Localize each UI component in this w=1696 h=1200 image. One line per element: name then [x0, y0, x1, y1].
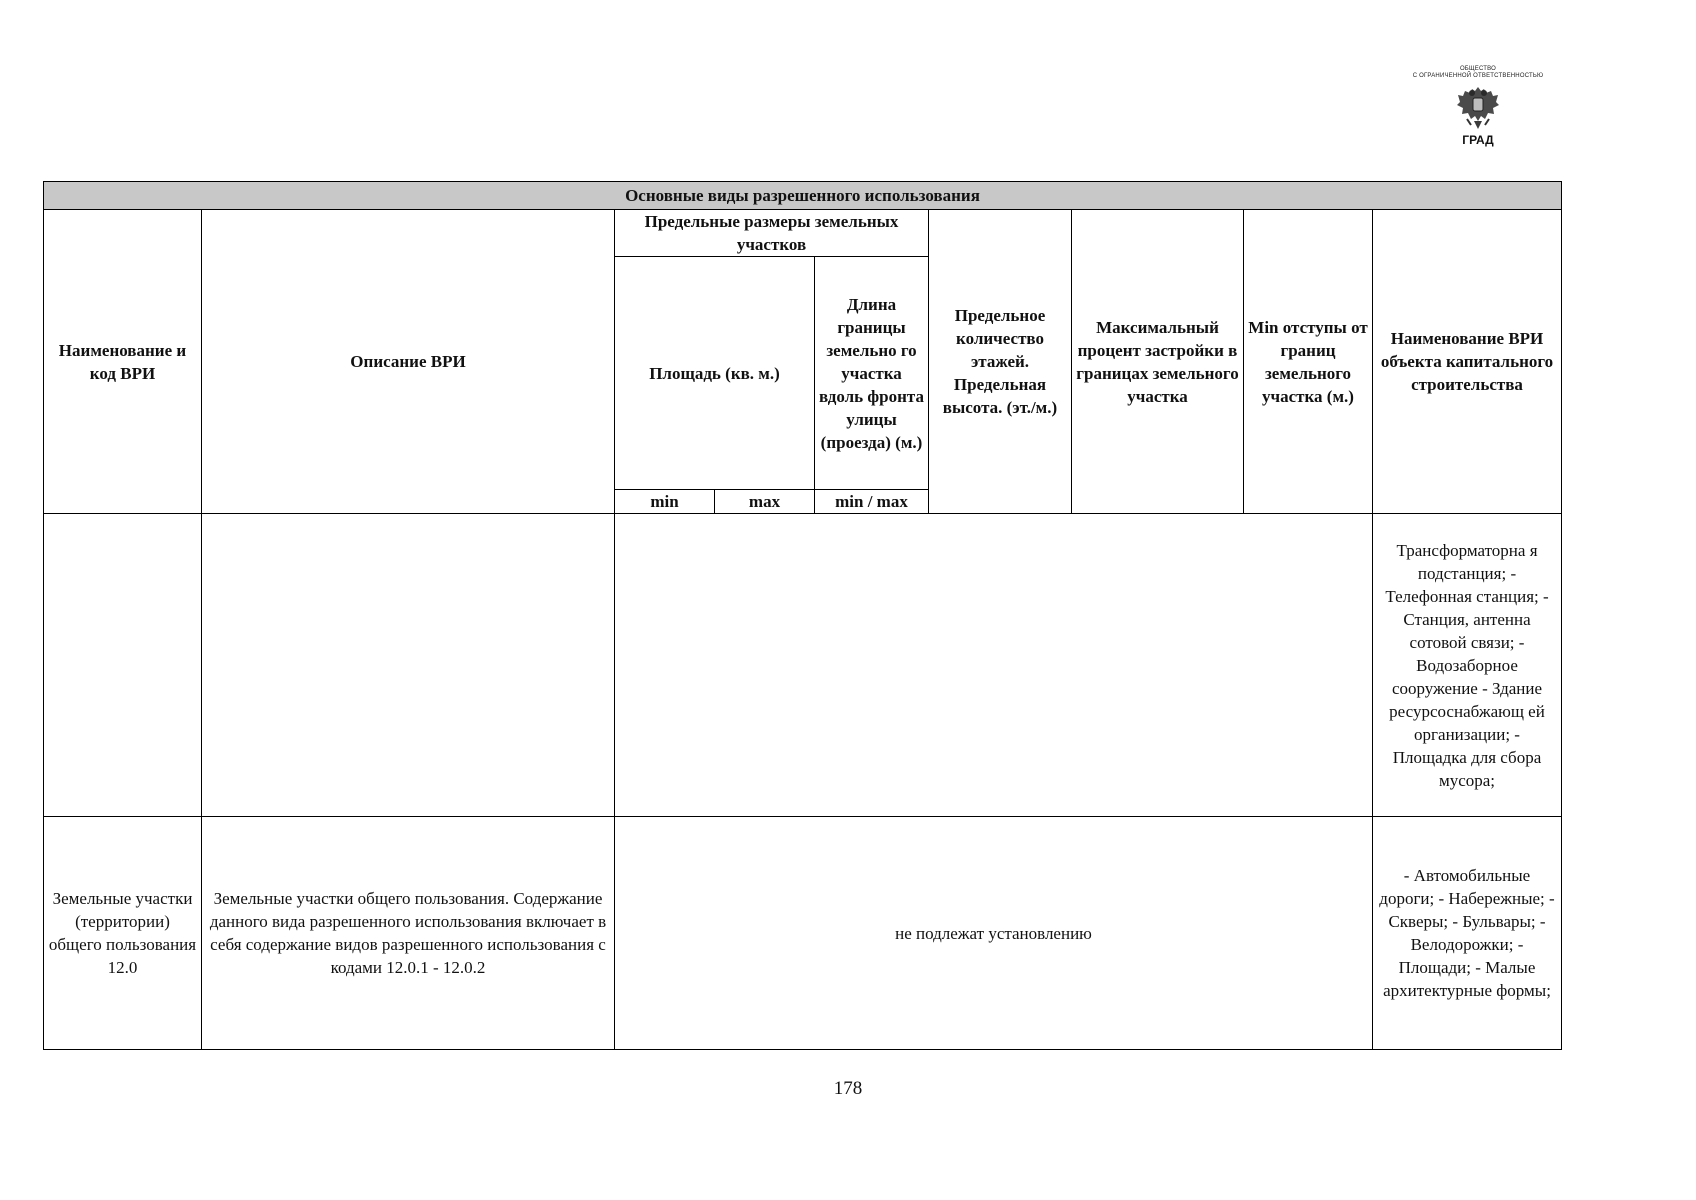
logo-company-name: ГРАД — [1462, 133, 1494, 147]
permitted-use-table — [43, 181, 1562, 1050]
cell-limits — [615, 514, 1373, 817]
header-min-setbacks: Min отступы от границ земельного участка (м.) — [1244, 210, 1373, 514]
table-row — [44, 514, 1562, 817]
header-area-min: min — [615, 490, 715, 514]
header-frontage-minmax: min / max — [815, 490, 929, 514]
cell-objects: Трансформаторна я подстанция; - Телефонная станция; - Станция, антенна сотовой связи; - Водозаборное сооружение - Здание ресурсоснабжающ ей организации; - Площадка для сбора мусора; — [1373, 514, 1562, 817]
cell-name-code: Земельные участки (территории) общего пользования 12.0 — [44, 817, 202, 1050]
header-area-max: max — [715, 490, 815, 514]
double-headed-eagle-emblem-icon — [1455, 83, 1501, 133]
cell-description — [202, 514, 615, 817]
logo-org-line-2: С ОГРАНИЧЕННОЙ ОТВЕТСТВЕННОСТЬЮ — [1412, 73, 1544, 79]
table-title: Основные виды разрешенного использования — [44, 182, 1562, 210]
header-description: Описание ВРИ — [202, 210, 615, 514]
cell-name-code — [44, 514, 202, 817]
header-frontage: Длина границы земельно го участка вдоль фронта улицы (проезда) (м.) — [815, 257, 929, 490]
table-row — [44, 817, 1562, 1050]
cell-limits: не подлежат установлению — [615, 817, 1373, 1050]
header-plot-limits: Предельные размеры земельных участков — [615, 210, 929, 257]
page-number: 178 — [833, 1078, 863, 1099]
header-object-name: Наименование ВРИ объекта капитального строительства — [1373, 210, 1562, 514]
cell-description: Земельные участки общего пользования. Содержание данного вида разрешенного использования включает в себя содержание видов разрешенного использования с кодами 12.0.1 - 12.0.2 — [202, 817, 615, 1050]
header-floors-height: Предельное количество этажей. Предельная высота. (эт./м.) — [929, 210, 1072, 514]
logo-org-line-1: ОБЩЕСТВО — [1459, 66, 1497, 72]
cell-objects: - Автомобильные дороги; - Набережные; - Скверы; - Бульвары; - Велодорожки; - Площади; - Малые архитектурные формы; — [1373, 817, 1562, 1050]
header-name-code: Наименование и код ВРИ — [44, 210, 202, 514]
header-max-coverage: Максимальный процент застройки в границах земельного участка — [1072, 210, 1244, 514]
company-logo — [1392, 66, 1564, 158]
header-area: Площадь (кв. м.) — [615, 257, 815, 490]
